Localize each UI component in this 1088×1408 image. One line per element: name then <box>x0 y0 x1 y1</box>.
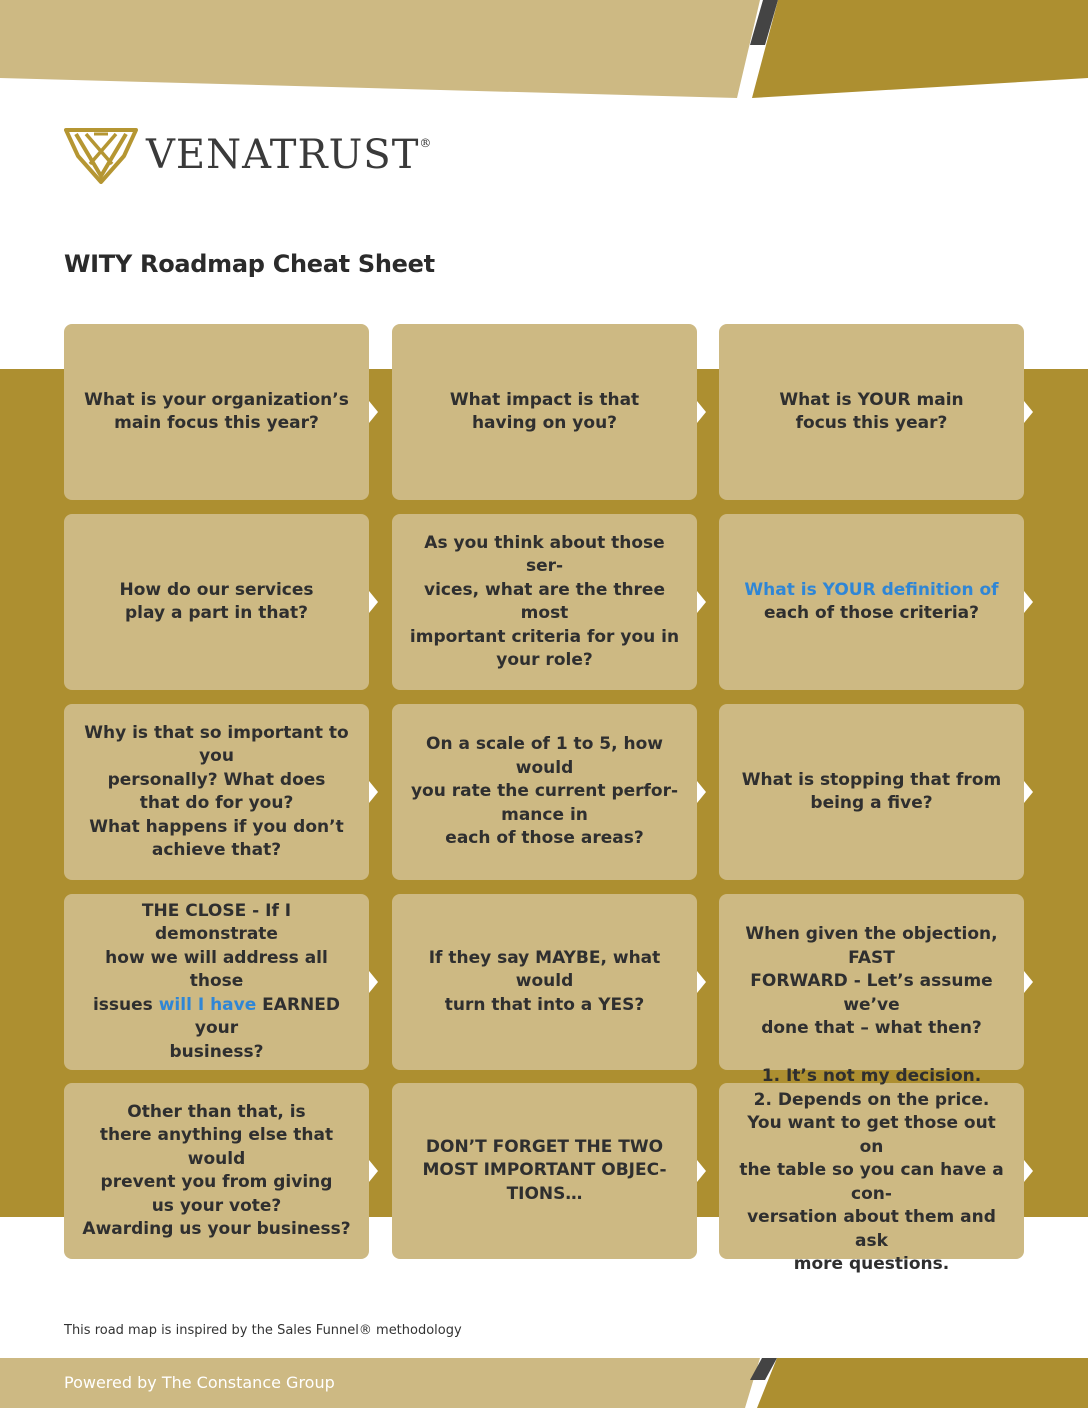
roadmap-card-text <box>733 923 1010 1041</box>
card-text-segment: 1. It’s not my decision. 2. Depends on the price. You want to get those out on the table so you can have a con- versation about them and ask more questions. <box>739 1066 1004 1275</box>
top-decorative-band <box>0 0 1088 100</box>
brand-logo <box>64 126 432 184</box>
chevron-right-icon <box>1024 401 1033 423</box>
roadmap-card <box>719 894 1024 1070</box>
chevron-right-icon <box>1024 971 1033 993</box>
card-text-segment: As you think about those ser- vices, what are the three most important criteria for you in your role? <box>409 532 680 670</box>
roadmap-card-text <box>78 900 355 1065</box>
roadmap-card-text <box>119 579 313 626</box>
roadmap-card <box>64 704 369 880</box>
card-text-segment: What impact is that having on you? <box>449 389 640 433</box>
roadmap-card <box>392 324 697 500</box>
card-text-segment: What is stopping that from being a five? <box>741 769 1002 813</box>
card-text-segment: Other than that, is there anything else that would prevent you from giving us your vote? Awarding us your business? <box>82 1101 351 1239</box>
chevron-right-icon <box>697 591 706 613</box>
brand-name: VENATRUST® <box>146 132 433 178</box>
highlighted-text: What is YOUR definition of <box>744 579 999 600</box>
roadmap-card-text <box>422 1136 666 1207</box>
roadmap-card <box>392 894 697 1070</box>
chevron-right-icon <box>369 401 378 423</box>
roadmap-card <box>392 704 697 880</box>
roadmap-card-text <box>78 722 355 863</box>
chevron-right-icon <box>1024 781 1033 803</box>
card-text-segment: Why is that so important to you personally? What does that do for you? What happens if you don’t achieve that? <box>84 722 349 860</box>
roadmap-card-text <box>406 532 683 673</box>
roadmap-card <box>392 1083 697 1259</box>
card-text-segment: How do our services play a part in that? <box>119 579 314 623</box>
chevron-right-icon <box>697 401 706 423</box>
card-text-segment: If they say MAYBE, what would turn that into a YES? <box>428 947 661 1015</box>
footnote: This road map is inspired by the Sales Funnel® methodology <box>64 1323 462 1338</box>
card-text-segment: What is YOUR main focus this year? <box>779 389 964 433</box>
card-text-segment: When given the objection, FAST FORWARD - Let’s assume we’ve done that – what then? <box>745 924 998 1039</box>
card-text-segment: DON’T FORGET THE TWO MOST IMPORTANT OBJEC- TIONS… <box>422 1136 667 1204</box>
chevron-right-icon <box>697 1160 706 1182</box>
highlighted-text: will I have <box>158 994 257 1015</box>
roadmap-card <box>64 1083 369 1259</box>
roadmap-card <box>719 1066 1024 1275</box>
card-text-segment: EARNED your business? <box>169 994 340 1062</box>
roadmap-card-text <box>733 1065 1010 1277</box>
roadmap-card <box>64 514 369 690</box>
roadmap-card <box>64 324 369 500</box>
chevron-right-icon <box>1024 591 1033 613</box>
roadmap-card <box>392 514 697 690</box>
card-text-segment: On a scale of 1 to 5, how would you rate the current perfor- mance in each of those areas? <box>410 734 679 849</box>
roadmap-card <box>719 324 1024 500</box>
card-text-segment: What is your organization’s main focus this year? <box>84 389 349 433</box>
roadmap-card-text <box>779 389 963 436</box>
page-title: WITY Roadmap Cheat Sheet <box>64 250 435 278</box>
chevron-right-icon <box>1024 1160 1033 1182</box>
card-text-segment: each of those criteria? <box>763 603 980 623</box>
roadmap-card-text <box>742 769 1001 816</box>
roadmap-card-text <box>84 389 349 436</box>
roadmap-card-text <box>744 579 998 626</box>
chevron-right-icon <box>369 971 378 993</box>
roadmap-card-text <box>78 1101 355 1242</box>
chevron-right-icon <box>697 971 706 993</box>
roadmap-card-text <box>450 389 639 436</box>
roadmap-card-text <box>406 733 683 851</box>
powered-by: Powered by The Constance Group <box>64 1373 335 1392</box>
roadmap-card <box>64 894 369 1070</box>
card-text-segment: THE CLOSE - If I demonstrate how we will address all those issues <box>92 900 328 1015</box>
roadmap-card <box>719 704 1024 880</box>
chevron-right-icon <box>697 781 706 803</box>
roadmap-card-text <box>406 947 683 1018</box>
venatrust-shield-icon <box>64 126 138 184</box>
roadmap-card <box>719 514 1024 690</box>
chevron-right-icon <box>369 1160 378 1182</box>
chevron-right-icon <box>369 781 378 803</box>
chevron-right-icon <box>369 591 378 613</box>
